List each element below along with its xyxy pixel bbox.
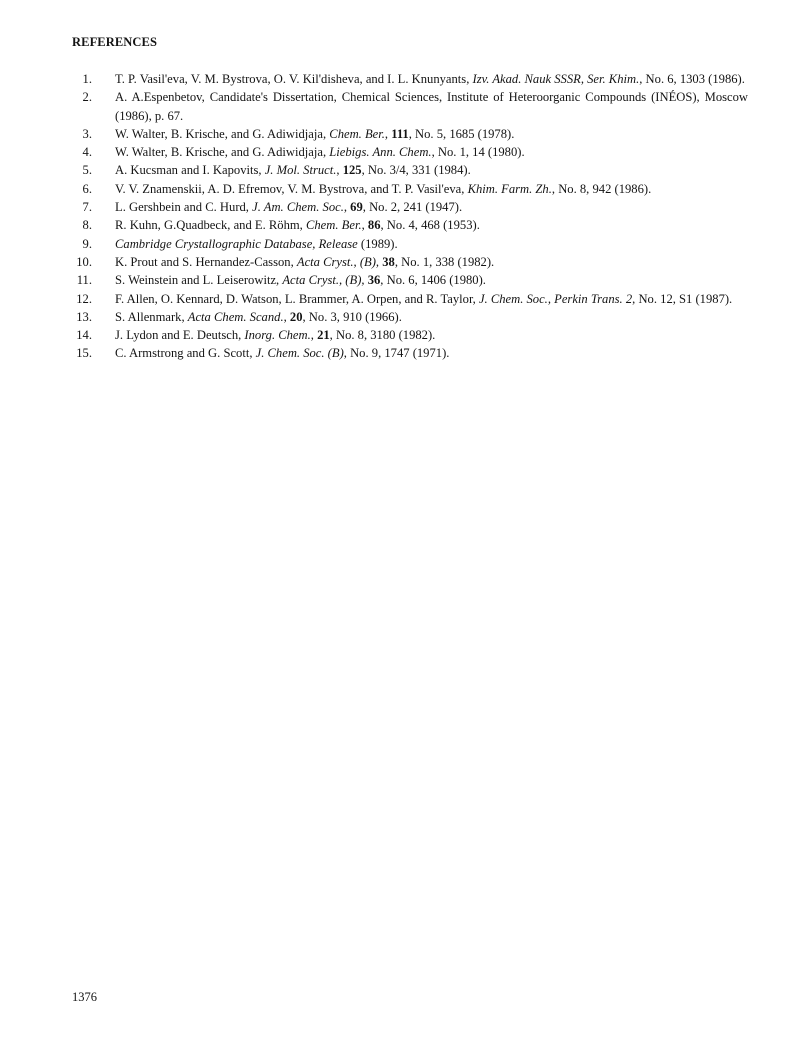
reference-fragment: , [283,309,290,324]
volume-number: 36 [367,273,381,288]
reference-fragment: , [310,328,318,343]
reference-number: 2. [82,90,92,105]
journal-title: Chem. Ber. [305,218,362,233]
reference-fragment: W. Walter, B. Krische, and G. Adiwidjaja, [115,145,330,160]
reference-fragment: , [361,218,368,233]
reference-list [72,70,748,363]
reference-number: 10. [76,254,92,269]
reference-item [72,70,748,88]
reference-fragment: , No. 9, 1747 (1971). [343,346,450,361]
reference-item [72,216,748,234]
reference-number: 9. [82,236,92,251]
reference-text [115,273,486,287]
reference-fragment: , No. 6, 1303 (1986). [639,72,745,86]
reference-fragment: , No. 3/4, 331 (1984). [361,163,471,178]
reference-fragment: (1989). [357,236,398,251]
reference-fragment: , No. 5, 1685 (1978). [408,126,515,141]
journal-title: J. Chem. Soc., Perkin Trans. 2 [478,291,633,306]
reference-text [115,145,525,159]
reference-item [72,290,748,308]
reference-number: 8. [82,218,92,233]
reference-text [115,346,449,360]
reference-fragment: A. A.Espenbetov, Candidate's Dissertation, Chemical Sciences, Institute of Heteroorganic Compounds (INÉOS), Moscow (1986), p. 67. [115,90,748,123]
reference-number: 15. [76,346,92,361]
reference-fragment: , No. 8, 3180 (1982). [329,328,436,343]
journal-title: Acta Cryst., (B), [282,273,365,288]
reference-text [115,218,480,232]
reference-fragment: , No. 3, 910 (1966). [302,309,402,324]
journal-title: J. Am. Chem. Soc. [252,200,344,215]
volume-number: 111 [391,126,409,141]
reference-fragment: , No. 8, 942 (1986). [551,181,652,196]
reference-text [115,182,651,196]
reference-number: 4. [82,145,92,160]
reference-text [115,200,462,214]
journal-title: Khim. Farm. Zh. [467,181,552,196]
reference-text [115,292,732,306]
reference-fragment: W. Walter, B. Krische, and G. Adiwidjaja, [115,126,330,141]
reference-text [115,127,514,141]
references-heading: REFERENCES [72,35,158,49]
reference-fragment: K. Prout and S. Hernandez-Casson, [115,254,297,269]
page-number: 1376 [72,990,97,1004]
reference-fragment: , No. 2, 241 (1947). [362,200,463,215]
reference-item [72,180,748,198]
journal-title: Liebigs. Ann. Chem. [329,145,432,160]
reference-fragment: J. Lydon and E. Deutsch, [115,328,245,343]
reference-fragment: , [336,163,343,178]
reference-fragment: , No. 1, 338 (1982). [394,254,495,269]
reference-fragment: , [343,200,351,215]
volume-number: 69 [350,200,363,215]
reference-fragment: , No. 6, 1406 (1980). [380,273,486,288]
reference-fragment: V. V. Znamenskii, A. D. Efremov, V. M. Bystrova, and T. P. Vasil'eva, [115,181,468,196]
reference-fragment: , No. 1, 14 (1980). [431,145,525,160]
reference-fragment: L. Gershbein and C. Hurd, [115,200,253,215]
reference-text [115,237,398,251]
reference-number: 12. [76,291,92,306]
reference-number: 13. [76,309,92,324]
reference-number: 6. [82,181,92,196]
reference-number: 3. [82,126,92,141]
reference-text [115,255,494,269]
reference-item [72,326,748,344]
journal-title: J. Mol. Struct. [264,163,337,178]
reference-item [72,271,748,289]
reference-text [115,310,402,324]
reference-fragment: S. Weinstein and L. Leiserowitz, [115,273,283,288]
reference-fragment: S. Allenmark, [115,309,188,324]
journal-title: Cambridge Crystallographic Database, Release [115,236,358,251]
volume-number: 21 [317,328,330,343]
reference-fragment: F. Allen, O. Kennard, D. Watson, L. Brammer, A. Orpen, and R. Taylor, [115,291,479,306]
reference-text [115,163,471,177]
journal-title: Acta Cryst., (B), [296,254,380,269]
reference-number: 1. [82,72,92,86]
reference-item [72,198,748,216]
reference-item [72,88,748,125]
reference-fragment: T. P. Vasil'eva, V. M. Bystrova, O. V. Kil'disheva, and I. L. Knunyants, [115,72,473,86]
reference-text [115,72,745,86]
reference-fragment: R. Kuhn, G.Quadbeck, and E. Röhm, [115,218,306,233]
reference-text [115,328,435,342]
journal-title: Chem. Ber. [329,126,385,141]
reference-item [72,344,748,362]
reference-item [72,143,748,161]
reference-item [72,253,748,271]
volume-number: 38 [382,254,395,269]
journal-title: J. Chem. Soc. (B) [255,346,344,361]
reference-fragment: , [384,126,392,141]
reference-fragment: A. Kucsman and I. Kapovits, [115,163,265,178]
journal-title: Acta Chem. Scand. [187,309,284,324]
volume-number: 86 [367,218,381,233]
reference-fragment: , No. 4, 468 (1953). [380,218,480,233]
journal-title: Izv. Akad. Nauk SSSR, Ser. Khim. [472,72,640,86]
reference-fragment: , No. 12, S1 (1987). [632,291,733,306]
reference-text [115,90,748,122]
reference-number: 5. [82,163,92,178]
reference-item [72,161,748,179]
reference-item [72,308,748,326]
reference-number: 11. [76,273,92,288]
reference-item [72,235,748,253]
journal-title: Inorg. Chem. [244,328,311,343]
reference-number: 7. [82,200,92,215]
reference-fragment: C. Armstrong and G. Scott, [115,346,256,361]
volume-number: 20 [289,309,303,324]
reference-number: 14. [76,328,92,343]
volume-number: 125 [342,163,362,178]
reference-item [72,125,748,143]
